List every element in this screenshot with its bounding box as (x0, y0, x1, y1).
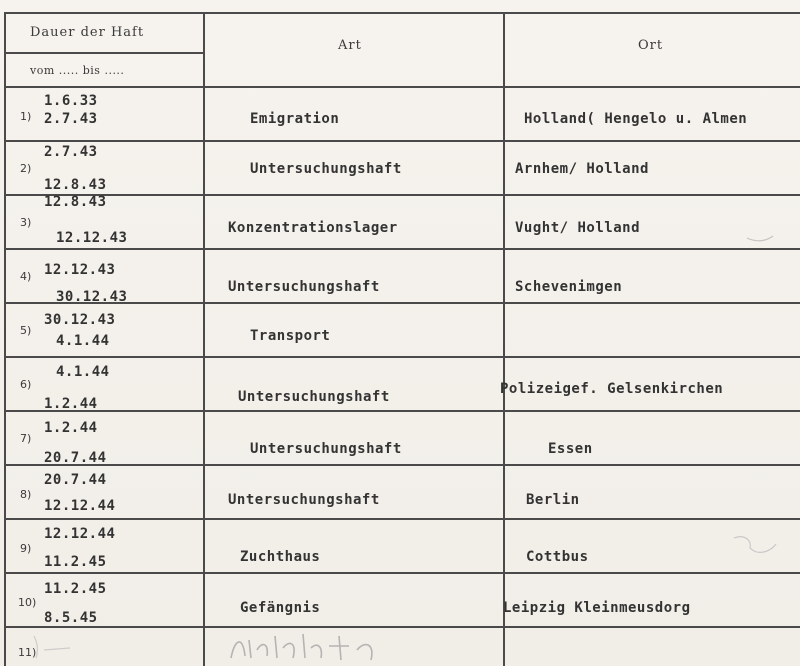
header-place: Ort (638, 38, 664, 53)
row-divider-6 (4, 410, 800, 412)
date-from: 2.7.43 (44, 144, 98, 160)
date-to: 12.12.43 (56, 230, 128, 246)
date-from: 12.12.44 (44, 526, 116, 542)
row-number: 8) (20, 488, 32, 501)
row-number: 5) (20, 324, 32, 337)
detention-place: Polizeigef. Gelsenkirchen (500, 381, 724, 397)
detention-place: Schevenimgen (515, 279, 623, 295)
row-number: 3) (20, 216, 32, 229)
detention-type: Untersuchungshaft (228, 492, 380, 508)
row-divider-5 (4, 356, 800, 358)
stray-pencil-mark (745, 232, 775, 244)
detention-place: Essen (548, 441, 593, 457)
column-divider-type (503, 12, 505, 666)
date-to: 8.5.45 (44, 610, 98, 626)
detention-type: Untersuchungshaft (228, 279, 380, 295)
header-subdivider (4, 52, 203, 54)
row-number: 4) (20, 270, 32, 283)
row-number: 10) (18, 596, 37, 609)
date-from: 4.1.44 (56, 364, 110, 380)
row-number: 6) (20, 378, 32, 391)
faint-handwriting-scribble (225, 628, 395, 666)
detention-place: Vught/ Holland (515, 220, 641, 236)
column-divider-left (4, 12, 6, 666)
row-number: 1) (20, 110, 32, 123)
faint-scribble-left (30, 630, 90, 660)
row-divider-7 (4, 464, 800, 466)
detention-place: Arnhem/ Holland (515, 161, 649, 177)
date-to: 11.2.45 (44, 554, 107, 570)
date-to: 12.12.44 (44, 498, 116, 514)
row-number: 11) (18, 646, 37, 659)
row-number: 7) (20, 432, 32, 445)
detention-type: Untersuchungshaft (250, 441, 402, 457)
detention-place: Berlin (526, 492, 580, 508)
detention-place: Cottbus (526, 549, 589, 565)
date-from: 20.7.44 (44, 472, 107, 488)
row-divider-8 (4, 518, 800, 520)
stray-pencil-mark (730, 530, 780, 560)
detention-place: Leipzig Kleinmeusdorg (503, 600, 691, 616)
detention-type: Emigration (250, 111, 340, 127)
header-type: Art (338, 38, 362, 53)
date-to: 2.7.43 (44, 111, 98, 127)
row-divider-2 (4, 194, 800, 196)
date-from: 12.8.43 (44, 194, 107, 210)
row-divider-1 (4, 140, 800, 142)
column-divider-duration (203, 12, 205, 666)
detention-type: Untersuchungshaft (238, 389, 390, 405)
date-to: 30.12.43 (56, 289, 128, 305)
detention-type: Gefängnis (240, 600, 321, 616)
date-from: 12.12.43 (44, 262, 116, 278)
date-to: 12.8.43 (44, 177, 107, 193)
table-top-border (4, 12, 800, 14)
detention-type: Transport (250, 328, 331, 344)
detention-type: Untersuchungshaft (250, 161, 402, 177)
date-from: 11.2.45 (44, 581, 107, 597)
date-to: 1.2.44 (44, 396, 98, 412)
date-to: 20.7.44 (44, 450, 107, 466)
row-number: 2) (20, 162, 32, 175)
date-from: 1.2.44 (44, 420, 98, 436)
row-divider-3 (4, 248, 800, 250)
row-divider-10 (4, 626, 800, 628)
detention-type: Konzentrationslager (228, 220, 398, 236)
header-duration-range: vom ..... bis ..... (30, 64, 125, 77)
date-to: 4.1.44 (56, 333, 110, 349)
header-duration: Dauer der Haft (30, 25, 145, 40)
row-divider-9 (4, 572, 800, 574)
detention-type: Zuchthaus (240, 549, 321, 565)
header-bottom-border (4, 86, 800, 88)
row-number: 9) (20, 542, 32, 555)
date-from: 1.6.33 (44, 93, 98, 109)
detention-place: Holland( Hengelo u. Almen (524, 111, 748, 127)
date-from: 30.12.43 (44, 312, 116, 328)
